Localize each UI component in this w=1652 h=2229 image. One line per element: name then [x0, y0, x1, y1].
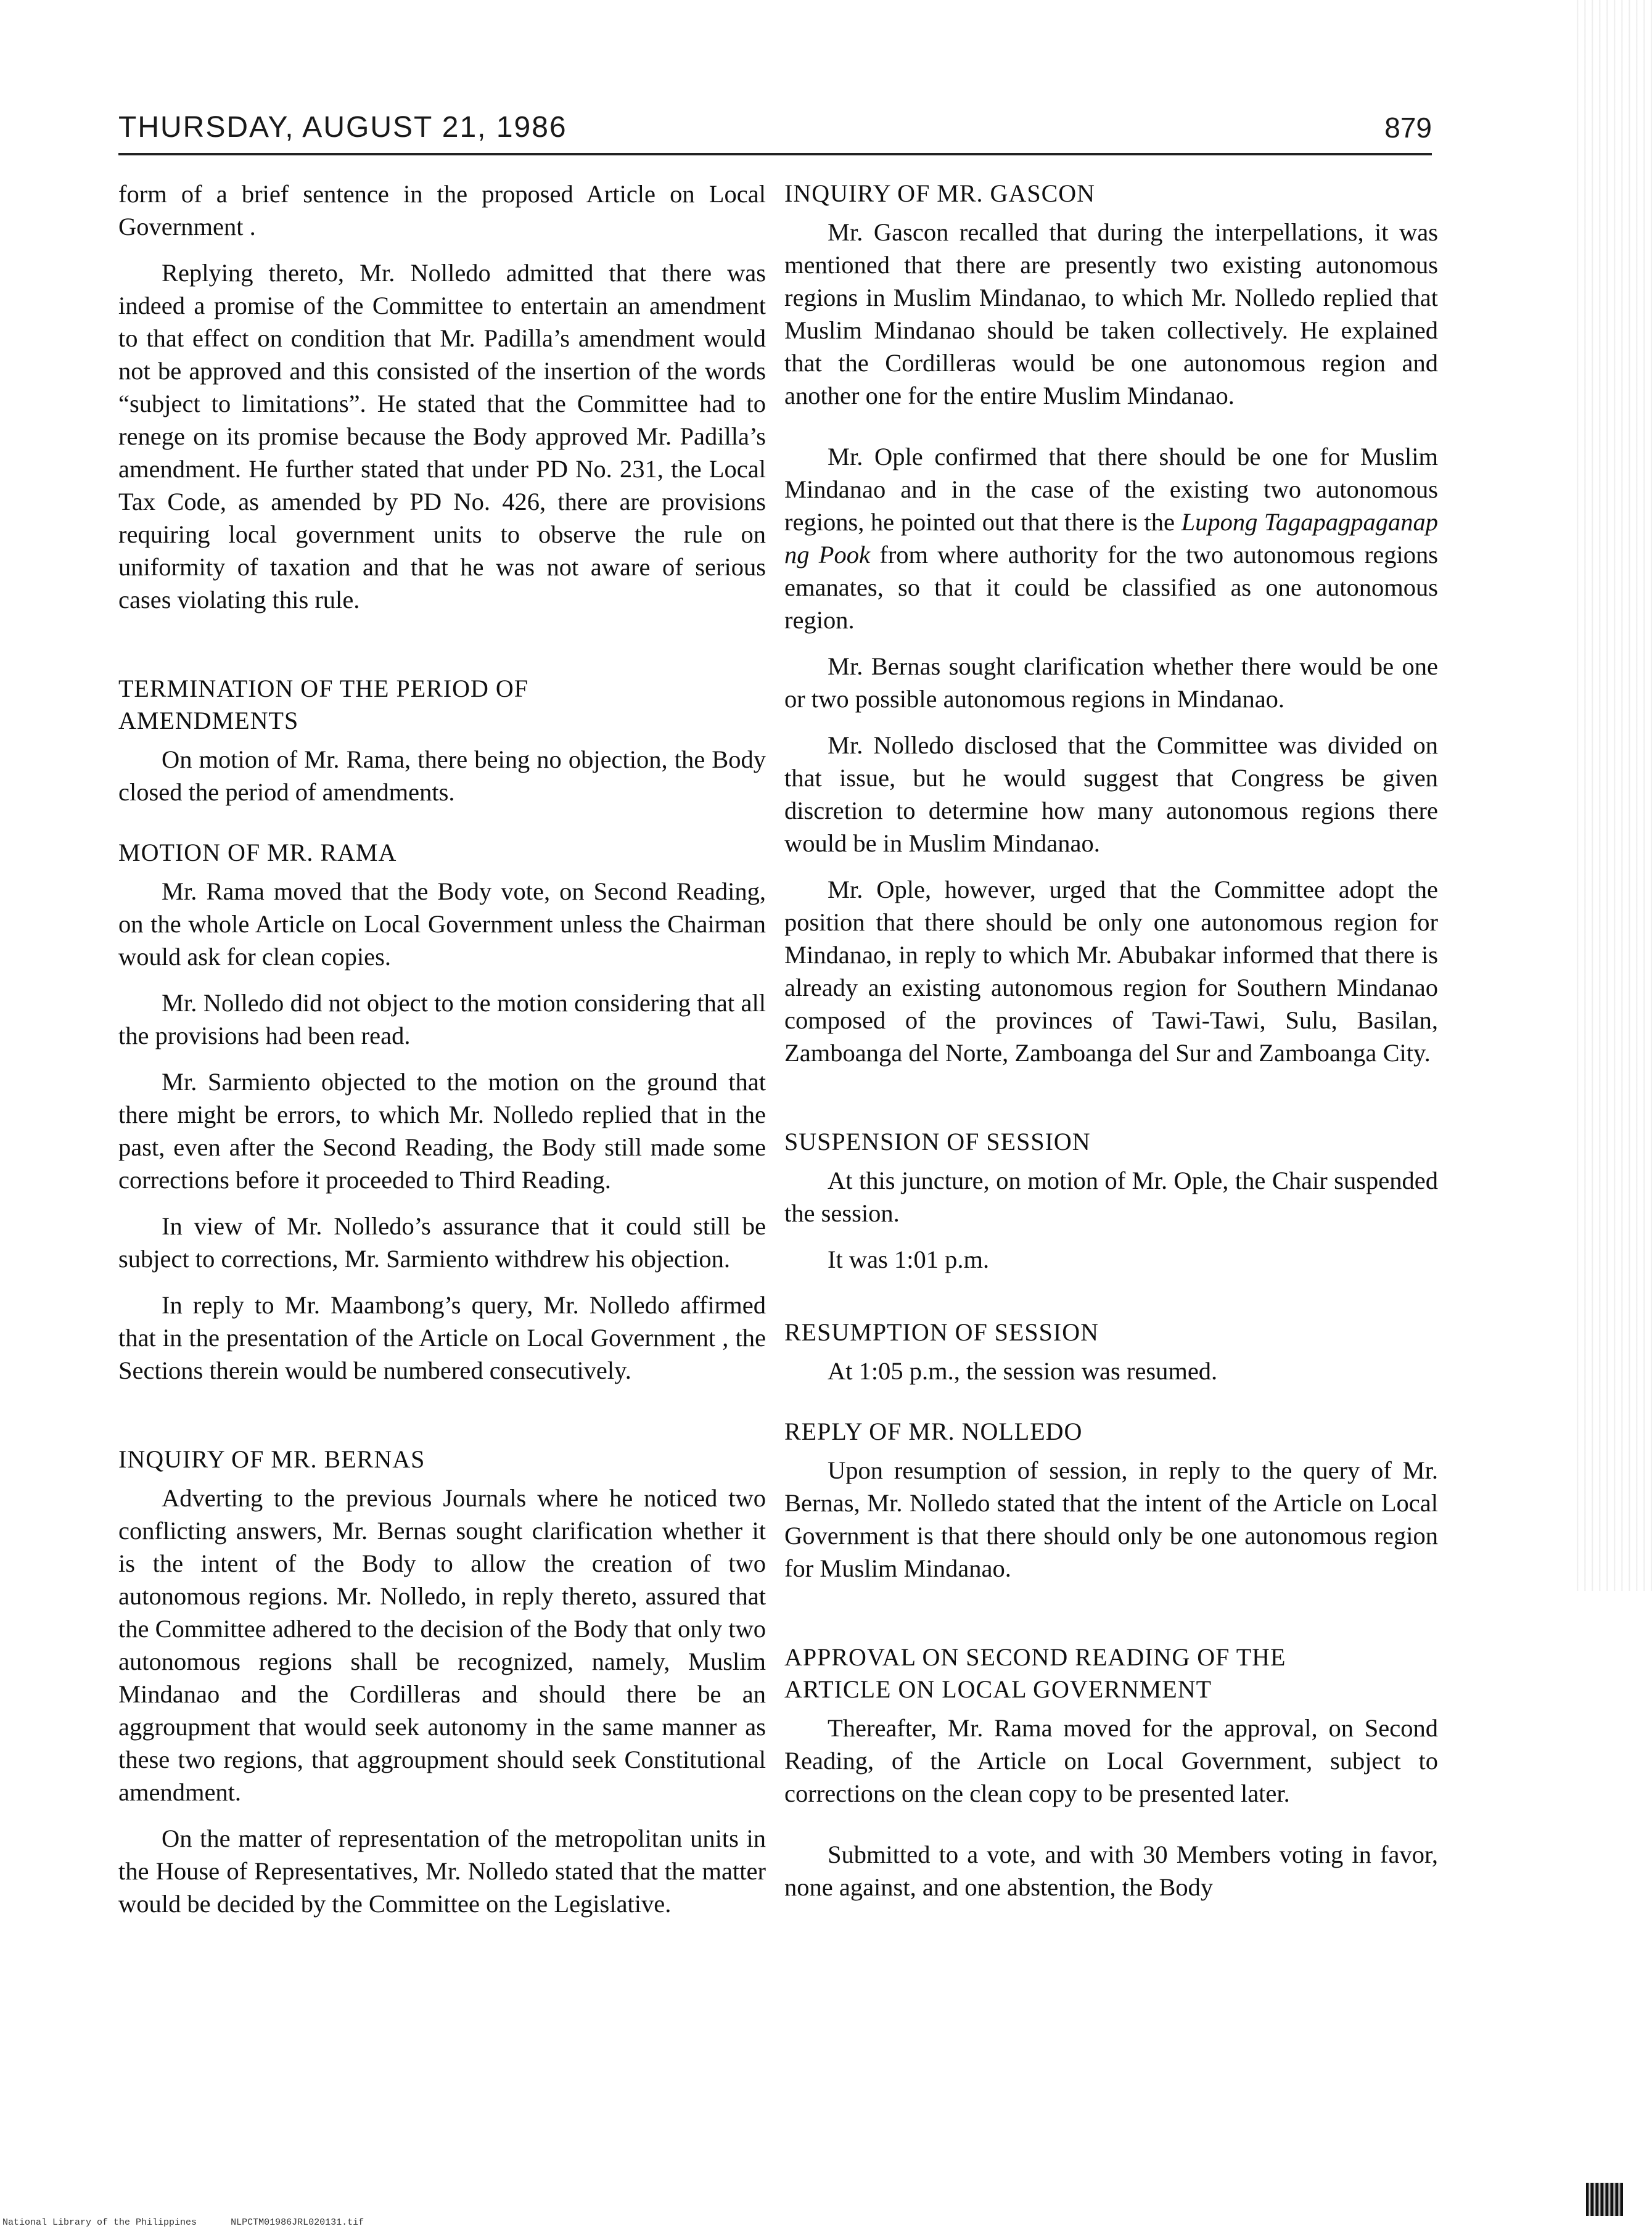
paragraph: form of a brief sentence in the proposed Article on Local Government . — [118, 180, 766, 240]
paragraph: Replying thereto, Mr. Nolledo admitted that there was indeed a promise of the Committee to entertain an amendment to that effect on condition that Mr. Padilla’s amendment would not be approved and this consisted of the insertion of the words “subject to limitations”. He stated that the Committee had to renege on its promise because the Body approved Mr. Padilla’s amendment. He further stated that under PD No. 231, the Local Tax Code, as amended by PD No. 426, there are provisions requiring local government units to observe the rule on uniformity of taxation and that he was not aware of serious cases violating this rule. — [118, 259, 766, 614]
paragraph: Mr. Rama moved that the Body vote, on Second Reading, on the whole Article on Local Government unless the Chairman would ask for clean copies. — [118, 877, 766, 971]
paragraph: Mr. Bernas sought clarification whether there would be one or two possible autonomous regions in Mindanao. — [784, 652, 1438, 713]
text-run: from where authority for the two autonomous regions emanates, so that it could be classified as one autonomous region. — [784, 541, 1438, 634]
scan-edge-mark — [1586, 2183, 1623, 2216]
paragraph: Thereafter, Mr. Rama moved for the approval, on Second Reading, of the Article on Local Government, subject to corrections on the clean copy to be presented later. — [784, 1714, 1438, 1807]
paragraph: Mr. Ople, however, urged that the Committee adopt the position that there should be only one autonomous region for Mindanao, in reply to which Mr. Abubakar informed that there is already an existing autonomous region for Southern Mindanao composed of the provinces of Tawi-Tawi, Sulu, Basilan, Zamboanga del Norte, Zamboanga del Sur and Zamboanga City. — [784, 876, 1438, 1067]
heading-line: ARTICLE ON LOCAL GOVERNMENT — [784, 1675, 1212, 1703]
scan-footer — [2, 2217, 392, 2228]
paragraph: In reply to Mr. Maambong’s query, Mr. Nolledo affirmed that in the presentation of the Article on Local Government , the Sections therein would be numbered consecutively. — [118, 1291, 766, 1384]
paragraph — [784, 440, 1438, 636]
paragraph: It was 1:01 p.m. — [828, 1246, 990, 1273]
running-header — [118, 104, 1432, 155]
paragraph: Mr. Nolledo did not object to the motion considering that all the provisions had been read. — [118, 989, 766, 1049]
left-column — [118, 178, 766, 1934]
section-heading-motion-rama: MOTION OF MR. RAMA — [118, 839, 397, 866]
paragraph: Upon resumption of session, in reply to the query of Mr. Bernas, Mr. Nolledo stated that the intent of the Article on Local Government is that there should only be one autonomous region for Muslim Mindanao. — [784, 1456, 1438, 1582]
paragraph: Adverting to the previous Journals where he noticed two conflicting answers, Mr. Bernas sought clarification whether it is the intent of the Body to allow the creation of two autonomous regions. Mr. Nolledo, in reply thereto, assured that the Committee adhered to the decision of the Body that only two autonomous regions shall be recognized, namely, Muslim Mindanao and the Cordilleras and should there be an aggroupment that would seek autonomy in the same manner as these two regions, that aggroupment should seek Constitutional amendment. — [118, 1484, 766, 1806]
right-column — [784, 178, 1438, 1917]
paragraph: At 1:05 p.m., the session was resumed. — [828, 1357, 1218, 1385]
file-name: NLPCTM01986JRL020131.tif — [231, 2217, 364, 2228]
scan-edge-noise — [1571, 0, 1652, 1591]
italic-term: Lupong Tagapagpaganap ng Pook — [784, 508, 1438, 569]
paragraph: On motion of Mr. Rama, there being no objection, the Body closed the period of amendments. — [118, 745, 766, 806]
heading-line: AMENDMENTS — [118, 707, 299, 734]
text-run: Mr. Ople confirmed that there should be one for Muslim Mindanao and in the case of the existing two autonomous regions, he pointed out that there is the — [784, 443, 1438, 536]
section-heading-resumption: RESUMPTION OF SESSION — [784, 1318, 1099, 1346]
library-credit: National Library of the Philippines — [2, 2217, 197, 2228]
paragraph: Mr. Sarmiento objected to the motion on the ground that there might be errors, to which Mr. Nolledo replied that in the past, even after the Second Reading, the Body still made some corrections before it proceeded to Third Reading. — [118, 1068, 766, 1194]
paragraph: In view of Mr. Nolledo’s assurance that it could still be subject to corrections, Mr. Sarmiento withdrew his objection. — [118, 1212, 766, 1273]
paragraph: Submitted to a vote, and with 30 Members voting in favor, none against, and one abstention, the Body — [784, 1841, 1438, 1901]
section-heading-reply-nolledo: REPLY OF MR. NOLLEDO — [784, 1418, 1083, 1445]
section-heading-approval — [784, 1641, 1438, 1706]
section-heading-inquiry-bernas: INQUIRY OF MR. BERNAS — [118, 1445, 425, 1473]
page-number: 879 — [1384, 112, 1432, 144]
paragraph: On the matter of representation of the metropolitan units in the House of Representatives, Mr. Nolledo stated that the matter would be decided by the Committee on the Legislative. — [118, 1825, 766, 1918]
section-heading-inquiry-gascon: INQUIRY OF MR. GASCON — [784, 179, 1096, 207]
section-heading-termination — [118, 673, 766, 737]
paragraph: Mr. Nolledo disclosed that the Committee was divided on that issue, but he would suggest that Congress be given discretion to determine how many autonomous regions there would be in Muslim Mindanao. — [784, 731, 1438, 857]
heading-line: APPROVAL ON SECOND READING OF THE — [784, 1643, 1286, 1671]
paragraph: At this juncture, on motion of Mr. Ople, the Chair suspended the session. — [784, 1167, 1438, 1227]
header-date: THURSDAY, AUGUST 21, 1986 — [118, 111, 567, 144]
heading-line: TERMINATION OF THE PERIOD OF — [118, 675, 529, 702]
section-heading-suspension: SUSPENSION OF SESSION — [784, 1128, 1091, 1156]
paragraph: Mr. Gascon recalled that during the interpellations, it was mentioned that there are presently two existing autonomous regions in Muslim Mindanao, to which Mr. Nolledo replied that Muslim Mindanao should be taken collectively. He explained that the Cordilleras would be one autonomous region and another one for the entire Muslim Mindanao. — [784, 218, 1438, 409]
